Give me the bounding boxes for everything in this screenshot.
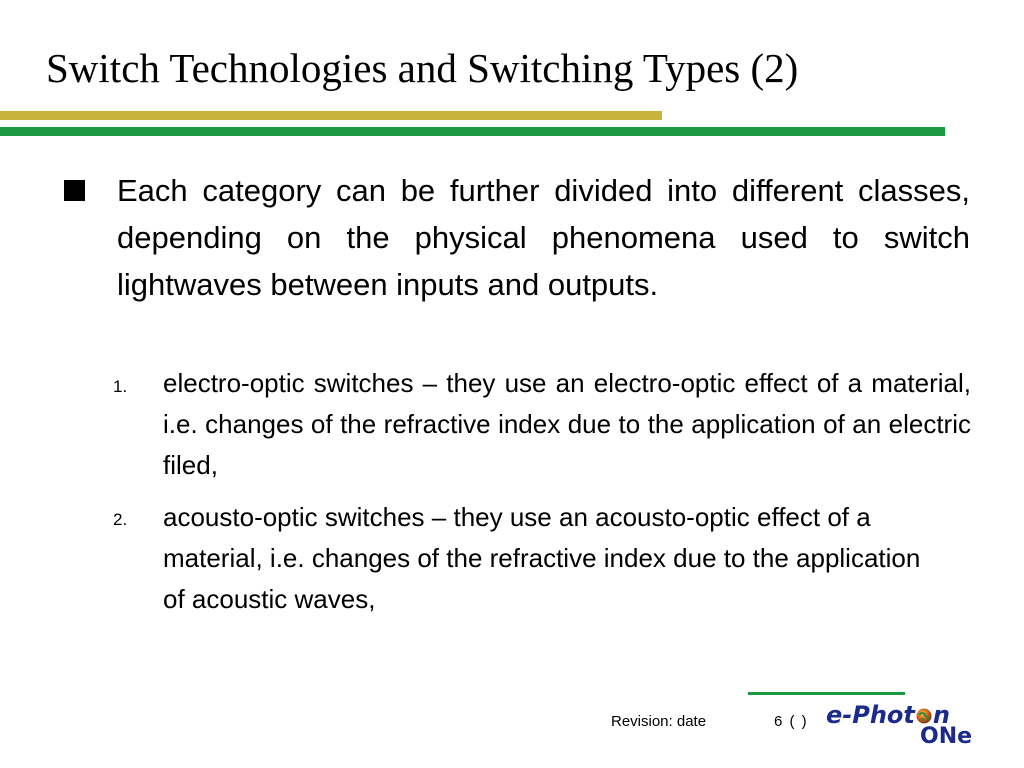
title-rule-gold bbox=[0, 111, 662, 120]
slide-title: Switch Technologies and Switching Types (2) bbox=[46, 45, 799, 91]
globe-icon bbox=[916, 708, 932, 724]
footer-page-number: 6 ( ) bbox=[774, 713, 807, 730]
list-item-text: acousto-optic switches – they use an acousto-optic effect of a material, i.e. changes of the refractive index due to the application of acoustic waves, bbox=[163, 502, 921, 614]
list-item-number: 2. bbox=[113, 510, 128, 529]
bullet-paragraph: Each category can be further divided into different classes, depending on the physical phenomena used to switch lightwaves between inputs and outputs. bbox=[117, 173, 970, 302]
title-rule-green bbox=[0, 127, 945, 136]
footer-revision: Revision: date bbox=[611, 713, 707, 730]
logo-text-prefix: e-Phot bbox=[826, 701, 915, 729]
footer-rule bbox=[748, 692, 905, 695]
e-photon-one-logo bbox=[826, 700, 996, 752]
logo-text-suffix: n bbox=[932, 701, 950, 729]
logo-wordmark-line2: ONe bbox=[920, 724, 973, 749]
list-item-text: electro-optic switches – they use an electro-optic effect of a material, i.e. changes of the refractive index due to the application of an electric filed, bbox=[163, 368, 971, 480]
list-item-number: 1. bbox=[113, 377, 128, 396]
square-bullet-icon bbox=[64, 180, 85, 201]
